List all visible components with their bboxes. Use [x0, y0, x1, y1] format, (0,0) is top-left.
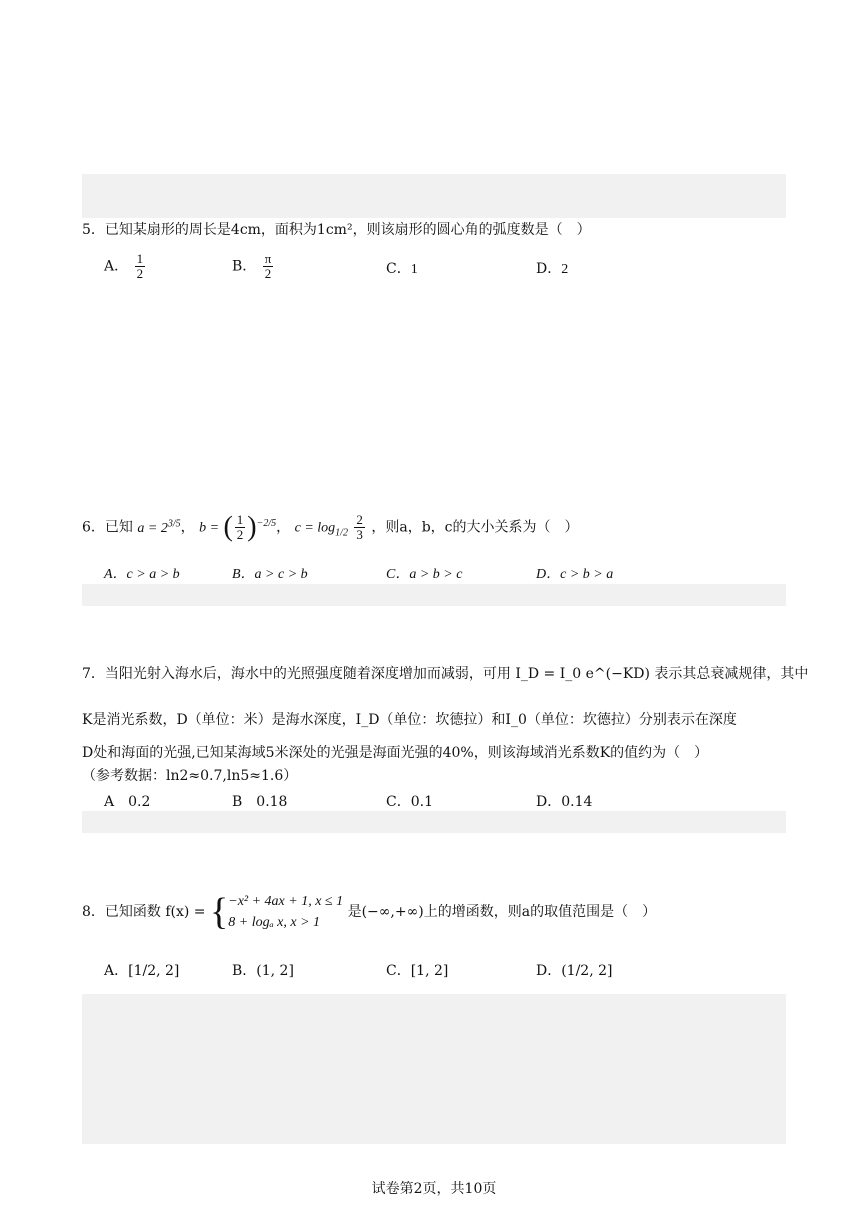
- option-c[interactable]: C．1: [386, 261, 418, 277]
- option-d[interactable]: D．c > b > a: [536, 567, 614, 582]
- option-b[interactable]: B． $\frac{\pi}{2}$: [232, 251, 272, 281]
- question-7-line-4: （参考数据：ln2≈0.7,ln5≈1.6）: [82, 768, 298, 784]
- question-6-options: [104, 563, 784, 595]
- option-b[interactable]: B．a > c > b: [232, 567, 308, 582]
- option-a[interactable]: A 0.2: [104, 794, 151, 810]
- option-b[interactable]: B．(1, 2]: [232, 963, 294, 979]
- option-a[interactable]: A． $\frac{1}{2}$: [104, 251, 144, 281]
- expr-a: $a = 2^{3/5}$: [137, 518, 181, 536]
- question-7-line-1: 7．当阳光射入海水后，海水中的光照强度随着深度增加而减弱，可用 I_D = I_0 e^(−KD) 表示其总衰减规律，其中: [82, 666, 809, 682]
- option-d[interactable]: D．0.14: [536, 794, 593, 810]
- option-c[interactable]: C．[1, 2]: [386, 963, 449, 979]
- page-footer: 试卷第2页，共10页: [371, 1181, 497, 1197]
- question-7-options: [104, 791, 784, 823]
- question-5-stem: 5．已知某扇形的周长是4cm，面积为1cm²，则该扇形的圆心角的弧度数是（ ）: [82, 222, 591, 238]
- option-a[interactable]: A．[1/2, 2]: [104, 963, 180, 979]
- option-a[interactable]: A．c > a > b: [104, 567, 180, 582]
- question-5-options: [104, 252, 784, 284]
- option-d[interactable]: D．(1/2, 2]: [536, 963, 613, 979]
- answer-band: [82, 174, 786, 218]
- question-8-options: [104, 960, 784, 992]
- question-8-stem: 8．已知函数 f(x) = { −x² + 4ax + 1, x ≤ 1 8 + logₐ x, x > 1 是(−∞,+∞)上的增函数，则a的取值范围是（ ）: [82, 891, 657, 933]
- question-6-stem: 6．已知 $a = 2^{3/5}$， b = ( $\frac{1}{2}$ )$^{-2/5}$， $c = \log_{1/2}$ $\frac{2}{3}$ ，则a，b，c的大小关系为（ ）: [82, 511, 579, 543]
- option-b[interactable]: B 0.18: [232, 794, 288, 810]
- answer-band: [82, 994, 786, 1144]
- piecewise-cases: −x² + 4ax + 1, x ≤ 1 8 + logₐ x, x > 1: [228, 894, 344, 930]
- option-d[interactable]: D．2: [536, 261, 569, 277]
- option-c[interactable]: C．a > b > c: [386, 567, 463, 582]
- option-c[interactable]: C．0.1: [386, 794, 433, 810]
- question-7-line-3: D处和海面的光强,已知某海域5米深处的光强是海面光强的40%，则该海域消光系数K的值约为（ ）: [82, 745, 709, 761]
- question-7-line-2: K是消光系数，D（单位：米）是海水深度，I_D（单位：坎德拉）和I_0（单位：坎德拉）分别表示在深度: [82, 712, 737, 728]
